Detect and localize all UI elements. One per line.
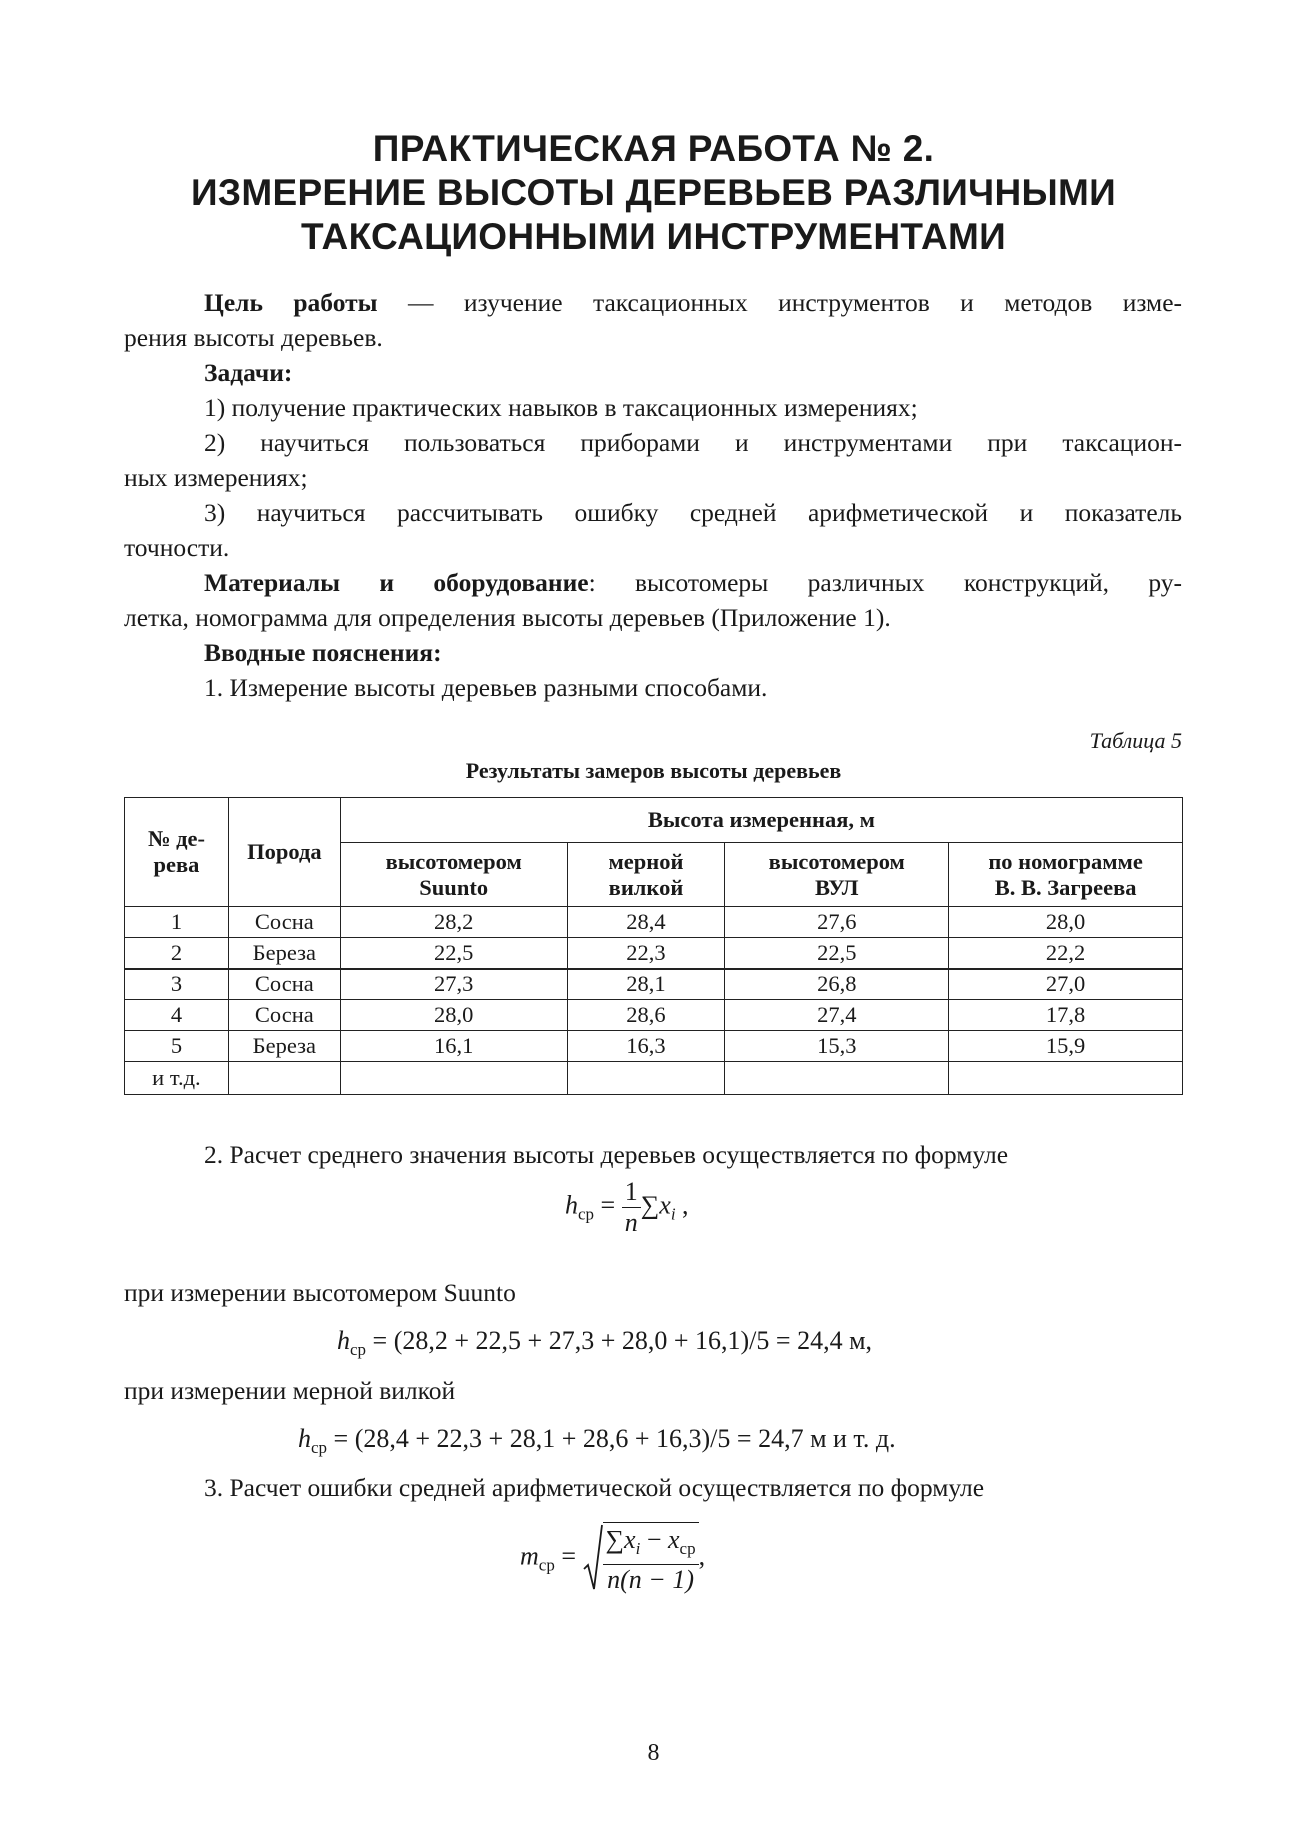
cell-suunto: 28,0 <box>340 1000 567 1031</box>
fork-text: при измерении мерной вилкой <box>124 1376 456 1405</box>
materials-text: : высотомеры различных конструкций, ру- <box>588 568 1182 597</box>
goal-label: Цель работы <box>204 288 378 317</box>
error-formula-m-sub: ср <box>538 1555 555 1575</box>
tasks-label <box>124 355 1182 390</box>
header-suunto-line-1: высотомером <box>385 848 522 874</box>
table-row <box>125 1031 1183 1062</box>
tasks-label-text: Задачи: <box>204 358 293 387</box>
results-table <box>124 797 1183 1095</box>
notes-label-text: Вводные пояснения: <box>204 638 442 667</box>
point-1: 1. Измерение высоты деревьев разными способами. <box>204 673 768 702</box>
suunto-formula-text: = (28,2 + 22,5 + 27,3 + 28,0 + 16,1)/5 = 24,4 м, <box>372 1326 873 1355</box>
cell-fork: 28,1 <box>567 969 725 1000</box>
formula-eq: = <box>594 1190 622 1220</box>
table-row <box>125 938 1183 969</box>
header-measured-height: Высота измеренная, м <box>340 798 1182 843</box>
header-tree-no-line-1: № де- <box>147 826 205 851</box>
header-fork-line-1: мерной <box>608 848 684 874</box>
cell-fork: 28,6 <box>567 1000 725 1031</box>
cell-tree-no: 5 <box>125 1031 229 1062</box>
table-caption: Таблица 5 <box>1089 728 1182 753</box>
formula-numerator: 1 <box>622 1177 641 1208</box>
task-2: 2) научиться пользоваться приборами и инструментами при таксацион- <box>204 428 1182 457</box>
goal-paragraph <box>124 285 1182 320</box>
cell-tree-no: 2 <box>125 938 229 969</box>
materials-label: Материалы и оборудование <box>204 568 589 597</box>
error-num-x-sub: i <box>635 1539 641 1558</box>
page-title <box>0 127 1307 259</box>
table-row <box>125 1062 1183 1095</box>
title-line-3: ТАКСАЦИОННЫМИ ИНСТРУМЕНТАМИ <box>300 216 1006 257</box>
cell-fork: 22,3 <box>567 938 725 969</box>
suunto-text: при измерении высотомером Suunto <box>124 1278 516 1307</box>
suunto-formula-h: h <box>337 1326 350 1355</box>
cell-tree-no: 3 <box>125 969 229 1000</box>
cell-nomogram: 22,2 <box>949 938 1183 969</box>
cell-fork <box>567 1062 725 1095</box>
cell-species: Сосна <box>228 969 340 1000</box>
table-row <box>125 1000 1183 1031</box>
formula-x-sub: i <box>670 1204 676 1224</box>
header-vul <box>725 843 949 907</box>
formula-h: h <box>565 1190 578 1220</box>
header-suunto-line-2: Suunto <box>419 874 489 900</box>
fork-paragraph <box>124 1373 1182 1408</box>
header-nomogram-line-2: В. В. Загреева <box>994 874 1137 900</box>
cell-fork: 16,3 <box>567 1031 725 1062</box>
error-num-xcp: x <box>668 1525 680 1554</box>
cell-nomogram <box>949 1062 1183 1095</box>
header-tree-no-line-2: рева <box>153 852 200 877</box>
table-header-row-1 <box>125 798 1183 843</box>
cell-species: Сосна <box>228 1000 340 1031</box>
error-formula <box>520 1522 705 1595</box>
suunto-formula-h-sub: ср <box>350 1340 367 1359</box>
cell-tree-no: 4 <box>125 1000 229 1031</box>
task-2-cont: ных измерениях; <box>124 463 308 492</box>
error-num-minus: − <box>640 1525 668 1554</box>
cell-vul: 26,8 <box>725 969 949 1000</box>
table-row <box>125 969 1183 1000</box>
fork-formula-h-sub: ср <box>311 1438 328 1457</box>
error-formula-m: m <box>520 1541 539 1571</box>
cell-suunto: 27,3 <box>340 969 567 1000</box>
formula-x: x <box>659 1190 671 1220</box>
fork-formula-h: h <box>298 1424 311 1453</box>
cell-tree-no: 1 <box>125 907 229 938</box>
section-2-text: 2. Расчет среднего значения высоты деревьев осуществляется по формуле <box>204 1140 1009 1169</box>
table-row <box>125 907 1183 938</box>
cell-vul: 27,4 <box>725 1000 949 1031</box>
error-formula-end: , <box>698 1541 706 1571</box>
error-formula-fraction <box>603 1522 699 1595</box>
materials-paragraph-cont: летка, номограмма для определения высоты деревьев (Приложение 1). <box>124 603 891 632</box>
cell-suunto: 16,1 <box>340 1031 567 1062</box>
fork-formula <box>298 1424 896 1458</box>
notes-label <box>124 635 1182 670</box>
formula-denominator: n <box>624 1208 638 1237</box>
error-num-x: x <box>624 1525 636 1554</box>
error-formula-numerator <box>603 1525 699 1565</box>
task-3-cont: точности. <box>124 533 230 562</box>
table-title: Результаты замеров высоты деревьев <box>465 758 842 783</box>
cell-nomogram: 28,0 <box>949 907 1183 938</box>
cell-nomogram: 17,8 <box>949 1000 1183 1031</box>
header-fork-line-2: вилкой <box>608 874 684 900</box>
header-nomogram-line-1: по номограмме <box>988 848 1143 874</box>
header-vul-line-1: высотомером <box>768 848 905 874</box>
header-vul-line-2: ВУЛ <box>815 874 859 900</box>
title-line-1: ПРАКТИЧЕСКАЯ РАБОТА № 2. <box>372 128 935 169</box>
cell-species: Береза <box>228 1031 340 1062</box>
formula-sum: ∑ <box>640 1190 660 1220</box>
cell-suunto: 28,2 <box>340 907 567 938</box>
cell-suunto <box>340 1062 567 1095</box>
intro-section <box>124 285 1182 705</box>
section-3-intro <box>124 1470 1182 1505</box>
cell-vul <box>725 1062 949 1095</box>
goal-paragraph-cont: рения высоты деревьев. <box>124 323 383 352</box>
cell-suunto: 22,5 <box>340 938 567 969</box>
formula-fraction <box>622 1177 641 1238</box>
error-formula-eq: = <box>554 1541 583 1571</box>
section-2-intro <box>124 1137 1182 1172</box>
page-number: 8 <box>647 1740 660 1766</box>
error-num-xcp-sub: ср <box>679 1539 696 1558</box>
header-tree-no <box>125 798 229 907</box>
cell-vul: 22,5 <box>725 938 949 969</box>
cell-nomogram: 15,9 <box>949 1031 1183 1062</box>
suunto-formula <box>337 1326 872 1360</box>
square-root-icon <box>583 1523 603 1595</box>
task-3: 3) научиться рассчитывать ошибку средней арифметической и показатель <box>204 498 1182 527</box>
mean-formula <box>565 1177 689 1238</box>
cell-fork: 28,4 <box>567 907 725 938</box>
header-nomogram <box>949 843 1183 907</box>
formula-end: , <box>675 1190 689 1220</box>
title-line-2: ИЗМЕРЕНИЕ ВЫСОТЫ ДЕРЕВЬЕВ РАЗЛИЧНЫМИ <box>190 172 1117 213</box>
goal-text: — изучение таксационных инструментов и методов изме- <box>377 288 1182 317</box>
formula-h-sub: ср <box>578 1204 595 1224</box>
cell-species: Сосна <box>228 907 340 938</box>
cell-species <box>228 1062 340 1095</box>
materials-paragraph <box>124 565 1182 600</box>
section-3-text: 3. Расчет ошибки средней арифметической осуществляется по формуле <box>204 1473 985 1502</box>
cell-tree-no: и т.д. <box>125 1062 229 1095</box>
cell-vul: 27,6 <box>725 907 949 938</box>
error-num-sum: ∑ <box>605 1525 625 1554</box>
suunto-paragraph <box>124 1275 1182 1310</box>
error-formula-denominator: n(n − 1) <box>607 1565 694 1594</box>
cell-nomogram: 27,0 <box>949 969 1183 1000</box>
fork-formula-text: = (28,4 + 22,3 + 28,1 + 28,6 + 16,3)/5 = 24,7 м и т. д. <box>333 1424 896 1453</box>
header-fork <box>567 843 725 907</box>
task-1: 1) получение практических навыков в таксационных измерениях; <box>204 393 918 422</box>
cell-vul: 15,3 <box>725 1031 949 1062</box>
header-suunto <box>340 843 567 907</box>
header-species: Порода <box>228 798 340 907</box>
cell-species: Береза <box>228 938 340 969</box>
